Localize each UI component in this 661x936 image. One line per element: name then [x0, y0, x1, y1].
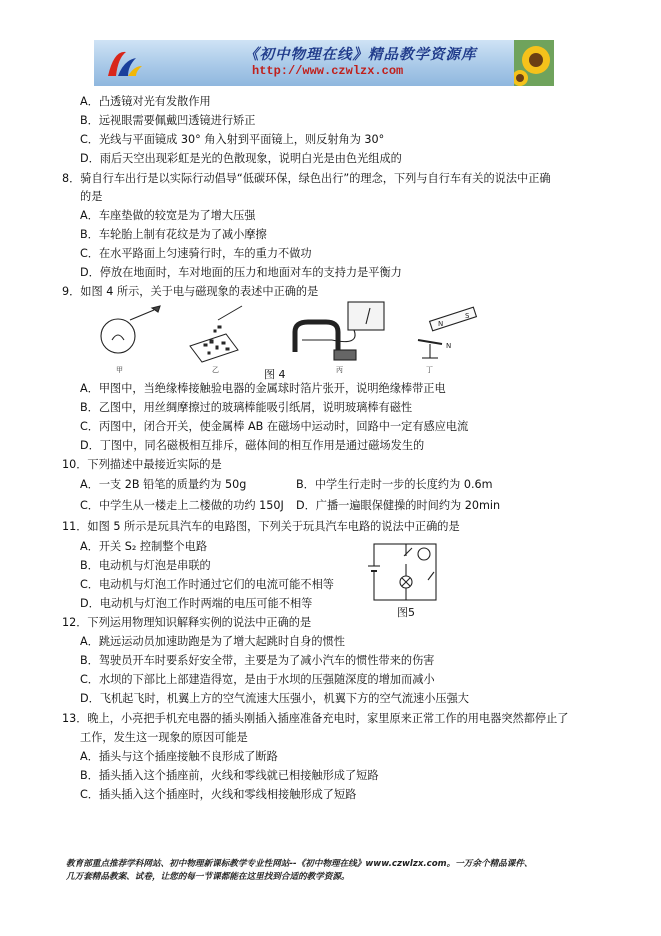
q13-option-c: C．插头插入这个插座时，火线和零线相接触形成了短路	[80, 788, 357, 801]
banner-url[interactable]: http://www.czwlzx.com	[252, 64, 404, 78]
q7-option-b: B．远视眼需要佩戴凹透镜进行矫正	[80, 114, 256, 127]
q8-option-a: A．车座垫做的较宽是为了增大压强	[80, 209, 256, 222]
needle-letter-n: N	[446, 342, 452, 350]
figure-5-circuit	[368, 538, 442, 604]
q12-option-c: C．水坝的下部比上部建造得宽，是由于水坝的压强随深度的增加而减小	[80, 673, 435, 686]
q8-stem-cont: 的是	[80, 190, 103, 203]
q12-stem: 12．下列运用物理知识解释实例的说法中正确的是	[62, 616, 312, 629]
q11-stem: 11．如图 5 所示是玩具汽车的电路图，下列关于玩具汽车电路的说法中正确的是	[62, 520, 460, 533]
page-footer	[66, 858, 606, 884]
q10-option-c: C．中学生从一楼走上二楼做的功约 150J	[80, 499, 284, 512]
q9-option-b: B．乙图中，用丝绸摩擦过的玻璃棒能吸引纸屑，说明玻璃棒有磁性	[80, 401, 413, 414]
induction-apparatus-drawing	[295, 302, 384, 360]
footer-line-2: 几万套精品教案、试卷，让您的每一节课都能在这里找到合适的教学资源。	[66, 872, 350, 882]
q11-option-a: A．开关 S₂ 控制整个电路	[80, 540, 208, 553]
fig4-label-ding: 丁	[426, 366, 433, 374]
q7-option-d: D．雨后天空出现彩虹是光的色散现象，说明白光是由色光组成的	[80, 152, 402, 165]
q12-option-d: D．飞机起飞时，机翼上方的空气流速大压强小，机翼下方的空气流速小压强大	[80, 692, 469, 705]
q12-option-b: B．驾驶员开车时要系好安全带，主要是为了减小汽车的惯性带来的伤害	[80, 654, 435, 667]
q11-option-b: B．电动机与灯泡是串联的	[80, 559, 211, 572]
q10-stem: 10．下列描述中最接近实际的是	[62, 458, 222, 471]
q8-option-d: D．停放在地面时，车对地面的压力和地面对车的支持力是平衡力	[80, 266, 402, 279]
sunflower-icon	[514, 40, 554, 86]
q10-option-d: D．广播一遍眼保健操的时间约为 20min	[296, 499, 501, 512]
site-logo-icon	[104, 46, 144, 80]
magnet-letter-n: N	[438, 320, 444, 328]
fig4-label-yi: 乙	[212, 366, 219, 374]
q13-stem-cont: 工作，发生这一现象的原因可能是	[80, 731, 248, 744]
q9-option-a: A．甲图中，当绝缘棒接触验电器的金属球时箔片张开，说明绝缘棒带正电	[80, 382, 446, 395]
q9-stem: 9．如图 4 所示，关于电与磁现象的表述中正确的是	[62, 285, 319, 298]
fig4-label-bing: 丙	[336, 366, 343, 374]
q13-option-b: B．插头插入这个插座前，火线和零线就已相接触形成了短路	[80, 769, 379, 782]
magnet-letter-s: S	[465, 312, 470, 320]
q8-stem: 8．骑自行车出行是以实际行动倡导“低碳环保，绿色出行”的理念，下列与自行车有关的说法中正确	[62, 172, 551, 185]
banner-title: 《初中物理在线》精品教学资源库	[244, 47, 477, 63]
figure-5-caption: 图5	[397, 606, 415, 619]
figure-4-caption: 图 4	[264, 368, 286, 381]
figure-4	[90, 300, 490, 374]
footer-line-1: 教育部重点推荐学科网站、初中物理新课标教学专业性网站--《初中物理在线》www.czwlzx.com。一万余个精品课件、	[66, 859, 533, 869]
fig4-label-jia: 甲	[116, 366, 123, 374]
paper-scraps-drawing	[190, 306, 242, 362]
q7-option-c: C．光线与平面镜成 30° 角入射到平面镜上，则反射角为 30°	[80, 133, 385, 146]
q11-option-c: C．电动机与灯泡工作时通过它们的电流可能不相等	[80, 578, 334, 591]
q8-option-c: C．在水平路面上匀速骑行时，车的重力不做功	[80, 247, 312, 260]
q11-option-d: D．电动机与灯泡工作时两端的电压可能不相等	[80, 597, 313, 610]
q9-option-d: D．丁图中，同名磁极相互排斥，磁体间的相互作用是通过磁场发生的	[80, 439, 425, 452]
q9-option-c: C．丙图中，闭合开关，使金属棒 AB 在磁场中运动时，回路中一定有感应电流	[80, 420, 469, 433]
q7-option-a: A．凸透镜对光有发散作用	[80, 95, 211, 108]
q13-stem: 13．晚上，小亮把手机充电器的插头刚插入插座准备充电时，家里原来正常工作的用电器突然都停止了	[62, 712, 569, 725]
q10-option-a: A．一支 2B 铅笔的质量约为 50g	[80, 478, 247, 491]
q12-option-a: A．跳远运动员加速助跑是为了增大起跳时自身的惯性	[80, 635, 345, 648]
q8-option-b: B．车轮胎上制有花纹是为了减小摩擦	[80, 228, 267, 241]
header-banner	[94, 40, 554, 86]
electroscope-drawing	[101, 306, 160, 353]
q10-option-b: B．中学生行走时一步的长度约为 0.6m	[296, 478, 493, 491]
q13-option-a: A．插头与这个插座接触不良形成了断路	[80, 750, 278, 763]
